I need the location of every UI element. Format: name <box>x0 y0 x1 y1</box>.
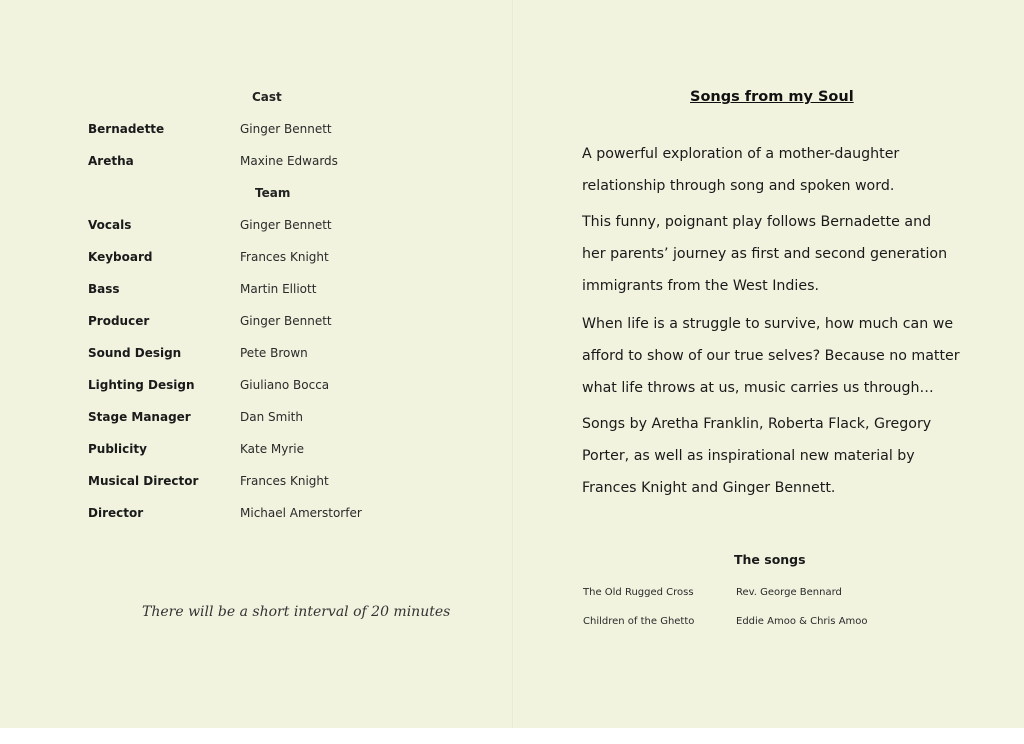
paragraph-line: Frances Knight and Ginger Bennett. <box>582 480 836 496</box>
cast-name: Maxine Edwards <box>240 154 338 168</box>
paragraph-line: immigrants from the West Indies. <box>582 278 819 294</box>
left-page <box>0 0 512 728</box>
paragraph-line: A powerful exploration of a mother-daughter <box>582 146 900 162</box>
paragraph-line: her parents’ journey as first and second generation <box>582 246 948 262</box>
paragraph-line: When life is a struggle to survive, how much can we <box>582 316 954 332</box>
team-role: Director <box>88 506 144 520</box>
song-title: Children of the Ghetto <box>583 616 695 627</box>
team-role: Producer <box>88 314 150 328</box>
songs-heading: The songs <box>734 552 806 567</box>
team-role: Keyboard <box>88 250 153 264</box>
description-paragraph <box>582 408 982 504</box>
cast-heading: Cast <box>252 90 282 104</box>
team-name: Michael Amerstorfer <box>240 506 362 520</box>
team-role: Stage Manager <box>88 410 191 424</box>
team-name: Martin Elliott <box>240 282 317 296</box>
cast-role: Bernadette <box>88 122 165 136</box>
paragraph-line: what life throws at us, music carries us through… <box>582 380 934 396</box>
team-role: Publicity <box>88 442 147 456</box>
description-paragraph <box>582 308 982 404</box>
song-title: The Old Rugged Cross <box>583 587 694 598</box>
show-title: Songs from my Soul <box>690 89 854 105</box>
team-role: Musical Director <box>88 474 199 488</box>
team-name: Ginger Bennett <box>240 314 332 328</box>
scan-margin <box>0 728 1024 744</box>
description-paragraph <box>582 138 982 202</box>
song-author: Eddie Amoo & Chris Amoo <box>736 616 868 627</box>
team-role: Vocals <box>88 218 132 232</box>
cast-role: Aretha <box>88 154 134 168</box>
team-role: Bass <box>88 282 120 296</box>
paragraph-line: Porter, as well as inspirational new material by <box>582 448 915 464</box>
paragraph-line: relationship through song and spoken word. <box>582 178 895 194</box>
team-name: Ginger Bennett <box>240 218 332 232</box>
cast-name: Ginger Bennett <box>240 122 332 136</box>
paragraph-line: Songs by Aretha Franklin, Roberta Flack, Gregory <box>582 416 932 432</box>
team-name: Pete Brown <box>240 346 308 360</box>
paragraph-line: afford to show of our true selves? Because no matter <box>582 348 960 364</box>
song-author: Rev. George Bennard <box>736 587 842 598</box>
team-role: Sound Design <box>88 346 182 360</box>
team-heading: Team <box>255 186 291 200</box>
team-name: Frances Knight <box>240 474 329 488</box>
team-name: Kate Myrie <box>240 442 305 456</box>
description-paragraph <box>582 206 982 302</box>
team-role: Lighting Design <box>88 378 195 392</box>
team-name: Dan Smith <box>240 410 303 424</box>
interval-note: There will be a short interval of 20 minutes <box>142 604 451 620</box>
team-name: Giuliano Bocca <box>240 378 330 392</box>
paragraph-line: This funny, poignant play follows Bernadette and <box>582 214 932 230</box>
team-name: Frances Knight <box>240 250 329 264</box>
